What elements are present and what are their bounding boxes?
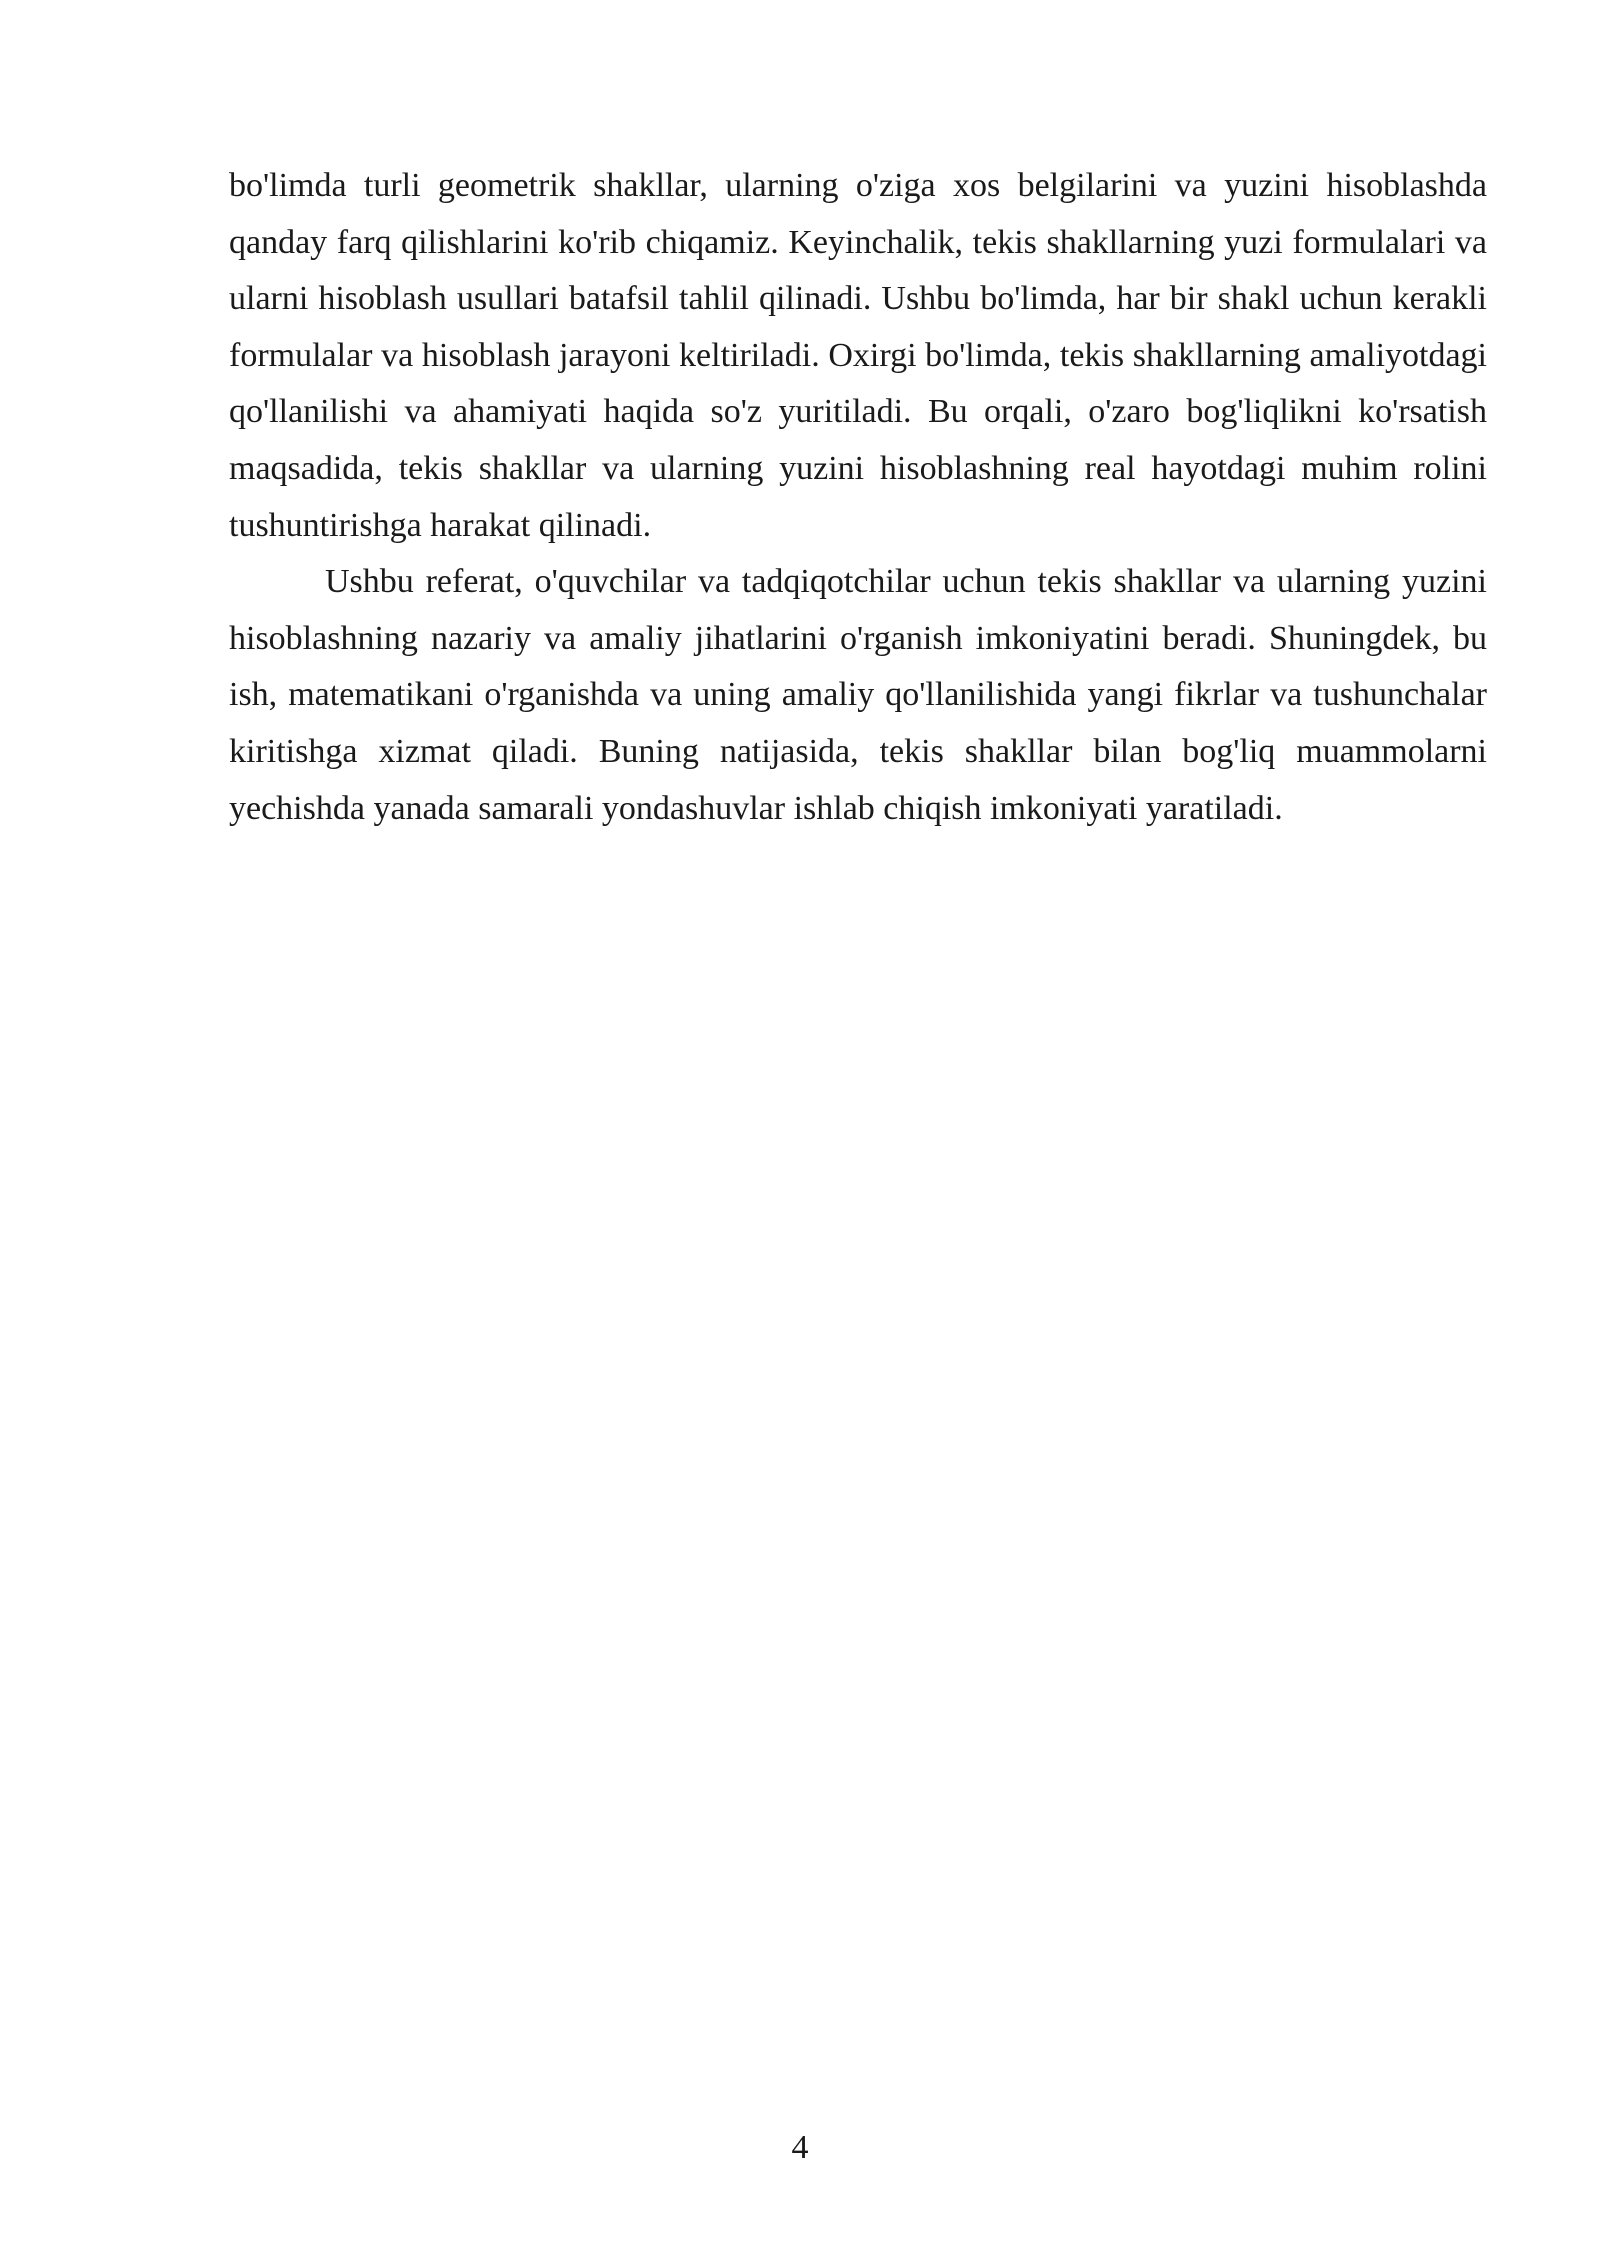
paragraph-summary: Ushbu referat, o'quvchilar va tadqiqotchilar uchun tekis shakllar va ularning yuzini hisoblashning nazariy va amaliy jihatlarini o'rganish imkoniyatini beradi. Shuningdek, bu ish, matematikani o'rganishda va uning amaliy qo'llanilishida yangi fikrlar va tushunchalar kiritishga xizmat qiladi. Buning natijasida, tekis shakllar bilan bog'liq muammolarni yechishda yanada samarali yondashuvlar ishlab chiqish imkoniyati yaratiladi. — [229, 563, 1487, 827]
page-number: 4 — [791, 2129, 809, 2166]
paragraph-continuation: bo'limda turli geometrik shakllar, ularning o'ziga xos belgilarini va yuzini hisoblashda qanday farq qilishlarini ko'rib chiqamiz. Keyinchalik, tekis shakllarning yuzi formulalari va ularni hisoblash usullari batafsil tahlil qilinadi. Ushbu bo'limda, har bir shakl uchun kerakli formulalar va hisoblash jarayoni keltiriladi. Oxirgi bo'limda, tekis shakllarning amaliyotdagi qo'llanilishi va ahamiyati haqida so'z yuritiladi. Bu orqali, o'zaro bog'liqlikni ko'rsatish maqsadida, tekis shakllar va ularning yuzini hisoblashning real hayotdagi muhim rolini tushuntirishga harakat qilinadi. — [229, 167, 1487, 544]
body-text — [229, 158, 1487, 837]
